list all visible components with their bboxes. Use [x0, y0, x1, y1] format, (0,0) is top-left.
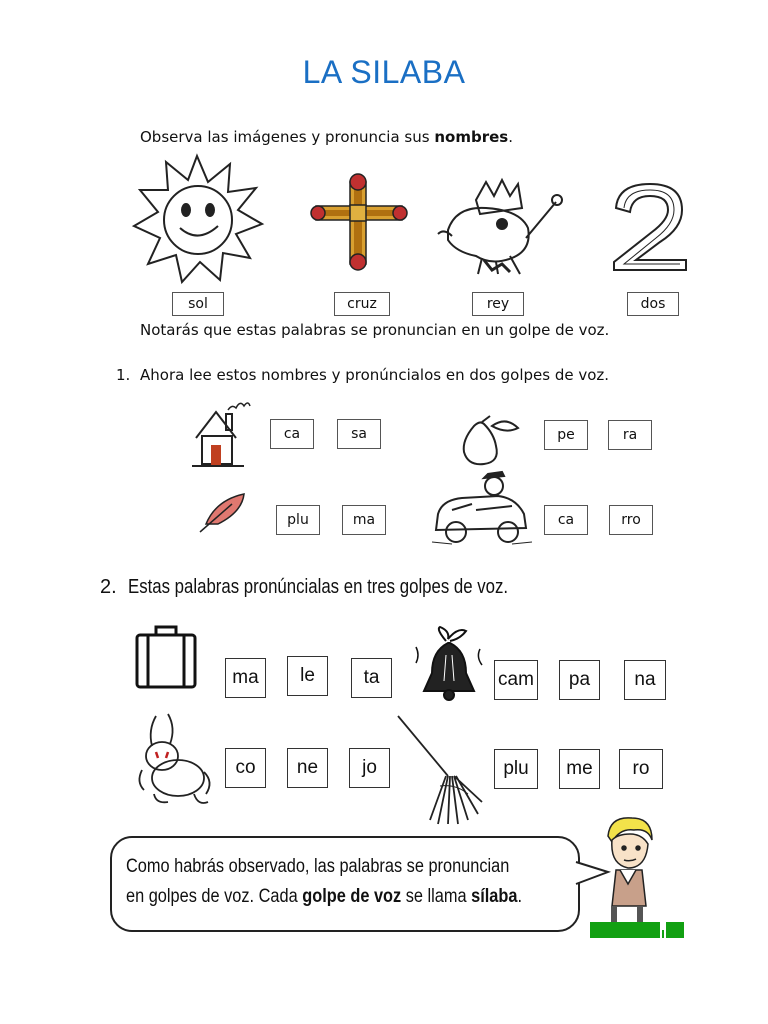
syllable-box: pa: [559, 660, 600, 700]
conclusion-line2-suffix: .: [517, 886, 523, 907]
conclusion-line1: Como habrás observado, las palabras se pronuncian: [126, 856, 510, 877]
intro-bold: nombres: [434, 128, 509, 146]
syllable-box: ma: [342, 505, 386, 535]
feather-duster-icon: [396, 714, 492, 826]
syllable-box: ra: [608, 420, 652, 450]
conclusion-line2-prefix: en golpes de voz. Cada: [126, 886, 303, 907]
suitcase-icon: [134, 625, 198, 689]
exercise1-instruction: Ahora lee estos nombres y pronúncialos en dos golpes de voz.: [140, 366, 610, 384]
exercise1-number: 1.: [116, 366, 131, 384]
child-icon: [590, 814, 686, 942]
house-icon: [192, 396, 252, 468]
syllable-box: ca: [544, 505, 588, 535]
syllable-box: plu: [494, 749, 538, 789]
syllable-box: pe: [544, 420, 588, 450]
syllable-box: le: [287, 656, 328, 696]
conclusion-line2-mid: se llama: [401, 886, 472, 907]
feather-icon: [196, 490, 252, 534]
word-box: rey: [472, 292, 524, 316]
syllable-box: plu: [276, 505, 320, 535]
page-title: LA SILABA: [302, 54, 466, 90]
syllable-box: rro: [609, 505, 653, 535]
syllable-box: na: [624, 660, 666, 700]
intro-prefix: Observa las imágenes y pronuncia sus: [140, 128, 435, 146]
exercise2-instruction: Estas palabras pronúncialas en tres golpes de voz.: [128, 576, 509, 598]
number-two-icon: [610, 180, 690, 272]
syllable-box: sa: [337, 419, 381, 449]
conclusion-text: [126, 852, 586, 912]
car-icon: [432, 470, 532, 548]
note-text: Notarás que estas palabras se pronuncian en un golpe de voz.: [140, 321, 610, 339]
sun-icon: [130, 152, 265, 287]
intro-suffix: .: [508, 128, 513, 146]
word-box: dos: [627, 292, 679, 316]
exercise2-number: 2.: [100, 576, 117, 598]
pear-icon: [456, 412, 522, 468]
syllable-box: ne: [287, 748, 328, 788]
king-icon: [436, 178, 566, 276]
syllable-box: ca: [270, 419, 314, 449]
intro-text: [140, 128, 513, 146]
word-box: cruz: [334, 292, 390, 316]
syllable-box: ma: [225, 658, 266, 698]
cross-icon: [310, 172, 408, 272]
syllable-box: cam: [494, 660, 538, 700]
syllable-box: co: [225, 748, 266, 788]
word-box: sol: [172, 292, 224, 316]
rabbit-icon: [134, 712, 214, 806]
syllable-box: me: [559, 749, 600, 789]
conclusion-bold-silaba: sílaba: [471, 886, 518, 907]
syllable-box: jo: [349, 748, 390, 788]
syllable-box: ro: [619, 749, 663, 789]
syllable-box: ta: [351, 658, 392, 698]
conclusion-bold-golpe: golpe de voz: [302, 886, 402, 907]
bell-icon: [410, 625, 490, 703]
conclusion-line2: [126, 882, 522, 912]
